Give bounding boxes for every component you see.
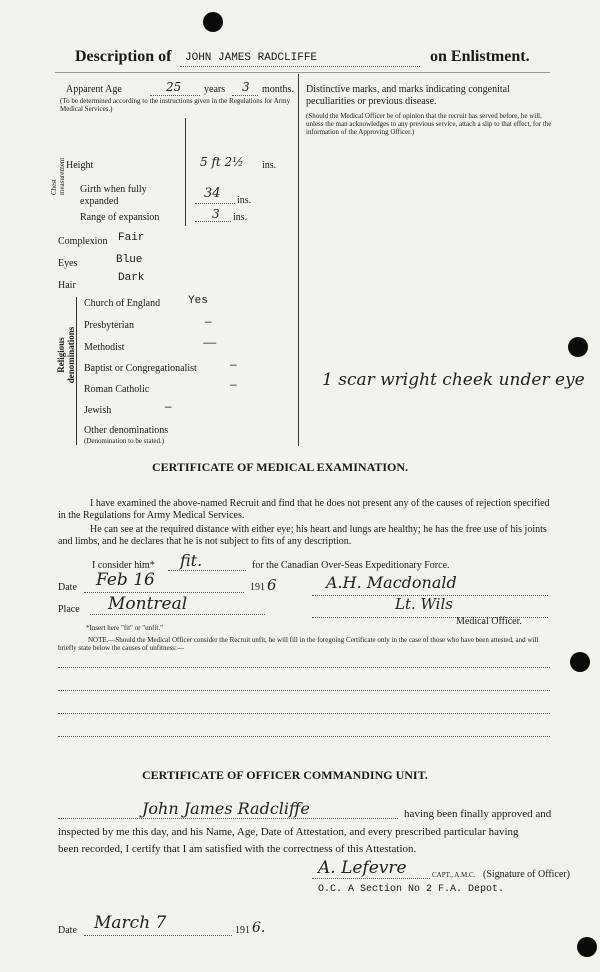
marks-heading: Distinctive marks, and marks indicating congenital peculiarities or previous disease.	[306, 84, 510, 107]
commanding-signature: A. Lefevre	[318, 858, 407, 878]
height-unit: ins.	[262, 160, 277, 171]
religion-label-4: Roman Catholic	[84, 384, 150, 395]
religion-value-3: —	[230, 360, 237, 372]
religion-label-1: Presbyterian	[84, 320, 134, 331]
religion-value-2: ——	[203, 338, 217, 350]
force-label: for the Canadian Over-Seas Expeditionary Force.	[252, 560, 450, 571]
marks-entry: 1 scar wright cheek under eye	[322, 370, 585, 390]
eyes-value: Blue	[116, 254, 143, 266]
punch-hole	[577, 937, 597, 957]
religion-label-3: Baptist or Congregationalist	[84, 363, 197, 374]
consider-value: fit.	[180, 551, 203, 570]
medical-note: NOTE.—Should the Medical Officer consider the Recruit unfit, he will fill in the foregoing Certificate only in the case of those who have been attested, and will briefly state below the causes of unfitness:—	[58, 636, 539, 652]
height-value: 5 ft 2½	[200, 155, 244, 169]
commanding-year-suffix: 6.	[252, 920, 266, 936]
insert-note: *Insert here "fit" or "unfit."	[86, 624, 163, 632]
expansion-value: 3	[212, 207, 220, 221]
years-label: years	[204, 84, 226, 95]
page-title	[75, 48, 171, 66]
commanding-date-label: Date	[58, 925, 77, 936]
religion-value-1: —	[205, 317, 212, 329]
religion-value-4: —	[230, 380, 237, 392]
expansion-unit: ins.	[233, 212, 248, 223]
marks-note: (Should the Medical Officer be of opinion that the recruit has served before, he will, unless the man acknowledges to any previous service, attach a slip to that effect, for the information of the Approving Officer.)	[306, 112, 552, 136]
religion-label-6: Other denominations	[84, 425, 169, 436]
medical-date-value: Feb 16	[96, 570, 155, 590]
place-value: Montreal	[108, 594, 188, 614]
commanding-recruit-name: John James Radcliffe	[142, 799, 310, 818]
complexion-label: Complexion	[58, 236, 108, 247]
commanding-text-2: inspected by me this day, and his Name, Age, Date of Attestation, and every prescribed particular having	[58, 826, 519, 838]
hair-label: Hair	[58, 280, 76, 291]
religion-side-label: Religious denominations	[56, 326, 76, 384]
commanding-text-1: having been finally approved and	[404, 808, 552, 820]
height-label: Height	[66, 160, 94, 171]
medical-officer-label: Medical Officer.	[456, 616, 522, 627]
commanding-text-3: been recorded, I certify that I am satisfied with the correctness of this Attestation.	[58, 843, 417, 855]
chest-label: Chest measurement	[50, 157, 66, 195]
denomination-note: (Denomination to be stated.)	[84, 437, 165, 445]
girth-unit: ins.	[237, 195, 252, 206]
medical-heading: CERTIFICATE OF MEDICAL EXAMINATION.	[152, 460, 409, 474]
age-months: 3	[242, 80, 250, 94]
unit-label: O.C. A Section No 2 F.A. Depot.	[318, 884, 505, 895]
age-note: (To be determined according to the instructions given in the Regulations for Army Medical Services.)	[60, 97, 291, 113]
recruit-name: JOHN JAMES RADCLIFFE	[185, 52, 318, 64]
girth-value: 34	[204, 186, 221, 201]
medical-signature: A.H. Macdonald	[326, 573, 457, 592]
consider-label: I consider him*	[92, 560, 155, 571]
girth-label: Girth when fully expanded	[80, 184, 147, 207]
age-label: Apparent Age	[66, 84, 122, 95]
medical-date-label: Date	[58, 582, 77, 593]
commanding-heading: CERTIFICATE OF OFFICER COMMANDING UNIT.	[142, 768, 428, 782]
place-label: Place	[58, 604, 80, 615]
religion-label-5: Jewish	[84, 405, 112, 416]
capt-label: CAPT., A.M.C.	[432, 871, 476, 879]
hair-value: Dark	[118, 272, 145, 284]
title-prefix: Description of	[75, 48, 172, 65]
medical-year-prefix: 191	[250, 582, 265, 593]
eyes-label: Eyes	[58, 258, 78, 269]
age-years: 25	[166, 80, 182, 94]
months-label: months.	[262, 84, 294, 95]
title-suffix: on Enlistment.	[430, 48, 530, 65]
medical-para-1: I have examined the above-named Recruit and find that he does not present any of the causes of rejection specified in the Regulations for Army Medical Services.	[58, 498, 550, 521]
commanding-date-value: March 7	[94, 913, 167, 933]
medical-para-2: He can see at the required distance with either eye; his heart and lungs are healthy; he has the free use of his joints and limbs, and he declares that he is not subject to fits of any description.	[58, 524, 547, 547]
medical-signature-title: Lt. Wils	[395, 595, 453, 613]
commanding-year-prefix: 191	[235, 925, 250, 936]
medical-year-suffix: 6	[267, 576, 277, 594]
punch-hole	[568, 337, 588, 357]
religion-value-5: —	[165, 402, 172, 414]
religion-label-2: Methodist	[84, 342, 125, 353]
religion-value-0: Yes	[188, 295, 208, 307]
punch-hole	[203, 12, 223, 32]
punch-hole	[570, 652, 590, 672]
complexion-value: Fair	[118, 232, 145, 244]
religion-label-0: Church of England	[84, 298, 161, 309]
expansion-label: Range of expansion	[80, 212, 160, 223]
sig-label: (Signature of Officer)	[483, 869, 571, 880]
